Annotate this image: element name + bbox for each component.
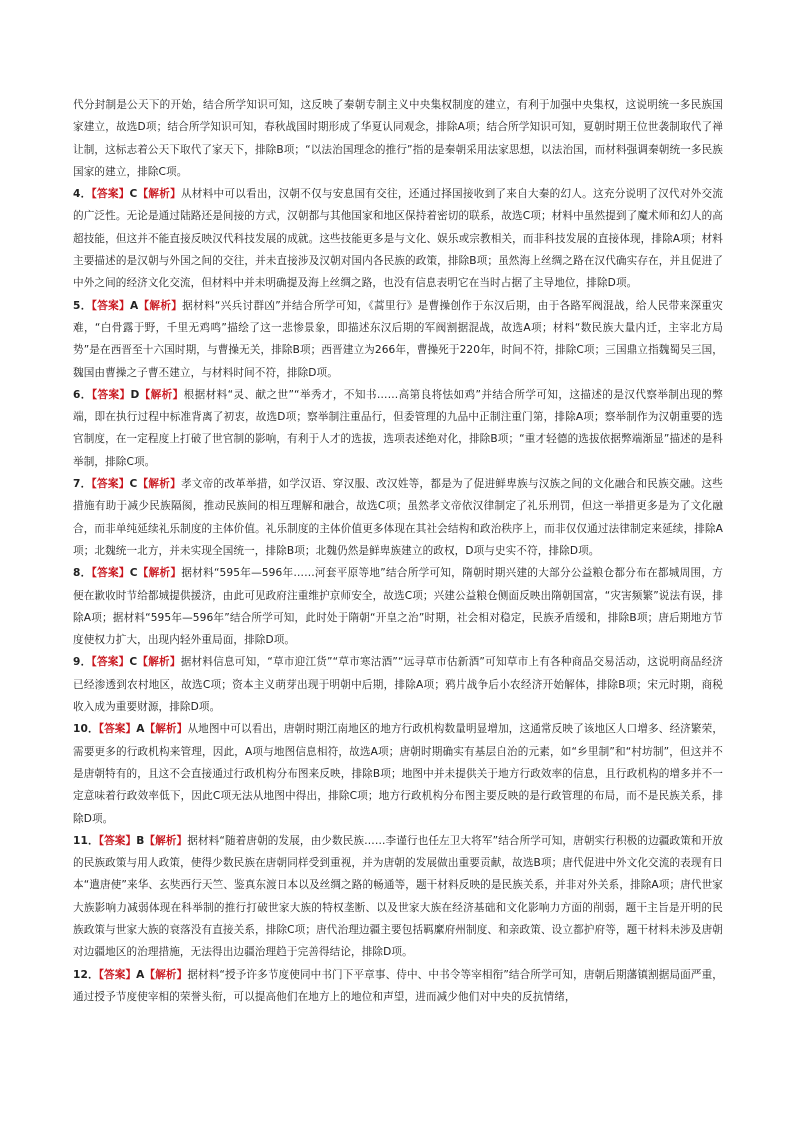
answer-letter: A bbox=[136, 723, 145, 736]
analysis-text: 孝文帝的改革举措，如学汉语、穿汉服、改汉姓等，都是为了促进鲜卑族与汉族之间的文化融合和民族交融。这些措施有助于减少民族隔阂，推动民族间的相互理解和融合，故选C项；虽然孝文帝依汉律制定了礼乐刑罚，但这一举措更多是为了文化融合，而非单纯延续礼乐制度的主体价值。礼乐制度的主体价值更多体现在其社会结构和政治秩序上，而非仅仅通过法律制定来延续，排除A项；北魏统一北方，并未实现全国统一，排除B项；北魏仍然是鲜卑族建立的政权，D项与史实不符，排除D项。 bbox=[73, 478, 723, 557]
intro-paragraph: 代分封制是公天下的开始，结合所学知识可知，这反映了秦朝专制主义中央集权制度的建立，有利于加强中央集权，这说明统一多民族国家建立，故选D项；结合所学知识可知，春秋战国时期形成了华夏认同观念，排除A项；结合所学知识可知，夏朝时期王位世袭制取代了禅让制，这标志着公天下取代了家天下，排除B项；“以法治国理念的推行”指的是秦朝采用法家思想，以法治国，而材料强调秦朝统一多民族国家的建立，排除C项。 bbox=[73, 99, 723, 178]
answer-tag: 【答案】 bbox=[98, 968, 137, 981]
analysis-tag: 【解析】 bbox=[139, 388, 184, 401]
question-number: 11． bbox=[73, 834, 99, 847]
analysis-text: 据材料“595年—596年……河套平原等地”结合所学可知，隋朝时期兴建的大部分公益粮仓都分布在都城周围，方便在歉收时节给都城提供援济，由此可见政府注重维护京师安全，故选C项；兴建公益粮仓侧面反映出隋朝国富，“灾害频繁”说法有误，排除A项；据材料“595年—596年”结合所学可知，此时处于隋朝“开皇之治”时期，社会相对稳定，民族矛盾缓和，排除B项；唐后期地方节度使权力扩大，出现内轻外重局面，排除D项。 bbox=[73, 567, 723, 647]
answer-letter: A bbox=[136, 968, 145, 981]
answer-item bbox=[73, 384, 723, 473]
answer-letter: D bbox=[130, 388, 140, 401]
answer-letter: C bbox=[129, 567, 138, 580]
answer-document bbox=[73, 94, 723, 1008]
analysis-tag: 【解析】 bbox=[137, 188, 181, 201]
question-number: 5． bbox=[73, 299, 92, 312]
answer-tag: 【答案】 bbox=[91, 299, 130, 312]
answer-item bbox=[73, 183, 723, 294]
question-number: 8． bbox=[73, 567, 92, 580]
answer-letter: C bbox=[129, 656, 138, 669]
answer-list bbox=[73, 183, 723, 1008]
analysis-tag: 【解析】 bbox=[137, 478, 181, 491]
analysis-tag: 【解析】 bbox=[144, 723, 188, 736]
analysis-text: 据材料“随着唐朝的发展，由少数民族……李谨行也任左卫大将军”结合所学可知，唐朝实行积极的边疆政策和开放的民族政策与用人政策，使得少数民族在唐朝同样受到重视，并为唐朝的发展做出重要贡献，故选B项；唐代促进中外文化交流的表现有日本“遣唐使”来华、玄奘西行天竺、鉴真东渡日本以及丝绸之路的畅通等，题干材料反映的是民族关系，并非对外关系，排除A项；唐代世家大族影响力减弱体现在科举制的推行打破世家大族的特权垄断、以及世家大族在经济基础和文化影响力方面的削弱，题干主旨是开明的民族政策与世家大族的衰落没有直接关系，排除C项；唐代治理边疆主要包括羁縻府州制度、和亲政策、设立都护府等，题干材料未涉及唐朝对边疆地区的治理措施，无法得出边疆治理趋于完善得结论，排除D项。 bbox=[73, 834, 723, 959]
analysis-tag: 【解析】 bbox=[137, 567, 182, 580]
answer-item bbox=[73, 718, 723, 829]
analysis-text: 从材料中可以看出，汉朝不仅与安息国有交往，还通过择国接收到了来自大秦的幻人。这充分说明了汉代对外交流的广泛性。无论是通过陆路还是间接的方式，汉朝都与其他国家和地区保持着密切的联系，故选C项；材料中虽然提到了魔术师和幻人的高超技能，但这并不能直接反映汉代科技发展的成就。这些技能更多是与文化、娱乐或宗教相关，而非科技发展的直接体现，排除A项；材料主要描述的是汉朝与外国之间的交往，并未直接涉及汉朝对国内各民族的政策，排除B项；虽然海上丝绸之路在汉代确实存在，并且促进了中外之间的经济文化交流，但材料中并未明确提及海上丝绸之路，也没有信息表明它在当时占据了主导地位，排除D项。 bbox=[73, 188, 723, 290]
question-number: 10． bbox=[73, 723, 99, 736]
answer-tag: 【答案】 bbox=[98, 723, 137, 736]
analysis-text: 据材料信息可知，“草市迎江货”“草市寒沽酒”“远寻草市估新酒”可知草市上有各种商品交易活动，这说明商品经济已经渗透到农村地区，故选C项；资本主义萌芽出现于明朝中后期，排除A项；鸦片战争后小农经济开始解体，排除B项；宋元时期，商税收入成为重要财源，排除D项。 bbox=[73, 656, 724, 714]
answer-tag: 【答案】 bbox=[91, 478, 130, 491]
answer-item bbox=[73, 295, 723, 384]
answer-tag: 【答案】 bbox=[91, 388, 131, 401]
answer-item bbox=[73, 964, 723, 1009]
answer-tag: 【答案】 bbox=[91, 656, 130, 669]
answer-item bbox=[73, 473, 723, 562]
analysis-tag: 【解析】 bbox=[144, 968, 188, 981]
answer-tag: 【答案】 bbox=[98, 834, 137, 847]
analysis-text: 从地图中可以看出，唐朝时期江南地区的地方行政机构数量明显增加，这通常反映了该地区人口增多、经济繁荣，需要更多的行政机构来管理，因此，A项与地图信息相符，故选A项；唐朝时期确实有基层自治的元素，如“乡里制”和“村坊制”，但这并不是唐朝特有的，且这不会直接通过行政机构分布图来反映，排除B项；地图中并未提供关于地方行政效率的信息，且行政机构的增多并不一定意味着行政效率低下，因此C项无法从地图中得出，排除C项；地方行政机构分布图主要反映的是行政管理的布局，而不是民族关系，排除D项。 bbox=[73, 723, 724, 825]
answer-letter: C bbox=[129, 478, 138, 491]
analysis-tag: 【解析】 bbox=[138, 299, 183, 312]
question-number: 6． bbox=[73, 388, 92, 401]
question-number: 9． bbox=[73, 656, 92, 669]
answer-tag: 【答案】 bbox=[91, 188, 130, 201]
analysis-tag: 【解析】 bbox=[137, 656, 181, 669]
analysis-text: 据材料“授予许多节度使同中书门下平章事、侍中、中书令等宰相衔”结合所学可知，唐朝后期藩镇割据局面严重，通过授予节度使宰相的荣誉头衔，可以提高他们在地方上的地位和声望，进而减少他们对中央的反抗情绪， bbox=[73, 968, 723, 1003]
answer-item bbox=[73, 651, 723, 718]
answer-item bbox=[73, 562, 723, 651]
analysis-tag: 【解析】 bbox=[144, 834, 188, 847]
answer-tag: 【答案】 bbox=[91, 567, 130, 580]
answer-letter: C bbox=[129, 188, 138, 201]
question-number: 4． bbox=[73, 188, 92, 201]
question-number: 7． bbox=[73, 478, 92, 491]
answer-letter: B bbox=[136, 834, 145, 847]
answer-item bbox=[73, 830, 723, 964]
analysis-text: 据材料“兴兵讨群凶”并结合所学可知，《蒿里行》是曹操创作于东汉后期，由于各路军阀混战，给人民带来深重灾难，“白骨露于野，千里无鸡鸣”描绘了这一悲惨景象，即描述东汉后期的军阀割据混战，故选A项；材料“数民族大量内迁，主宰北方局势”是在西晋至十六国时期，与曹操无关，排除B项；西晋建立为266年，曹操死于220年，时间不符，排除C项；三国鼎立指魏蜀吴三国，魏国由曹操之子曹丕建立，与材料时间不符，排除D项。 bbox=[73, 299, 723, 379]
analysis-text: 根据材料“灵、献之世”“举秀才，不知书……高第良将怯如鸡”并结合所学可知，这描述的是汉代察举制出现的弊端，即在执行过程中标准背离了初衷，故选D项；察举制注重品行，但委管理的九品中正制注重门第，排除A项；察举制作为汉朝重要的选官制度，在一定程度上打破了世官制的影响，有利于人才的选拔，选项表述绝对化，排除B项；“重才轻德的选拔依据弊端渐显”描述的是科举制，排除C项。 bbox=[73, 388, 723, 468]
question-number: 12． bbox=[73, 968, 99, 981]
answer-letter: A bbox=[129, 299, 139, 312]
